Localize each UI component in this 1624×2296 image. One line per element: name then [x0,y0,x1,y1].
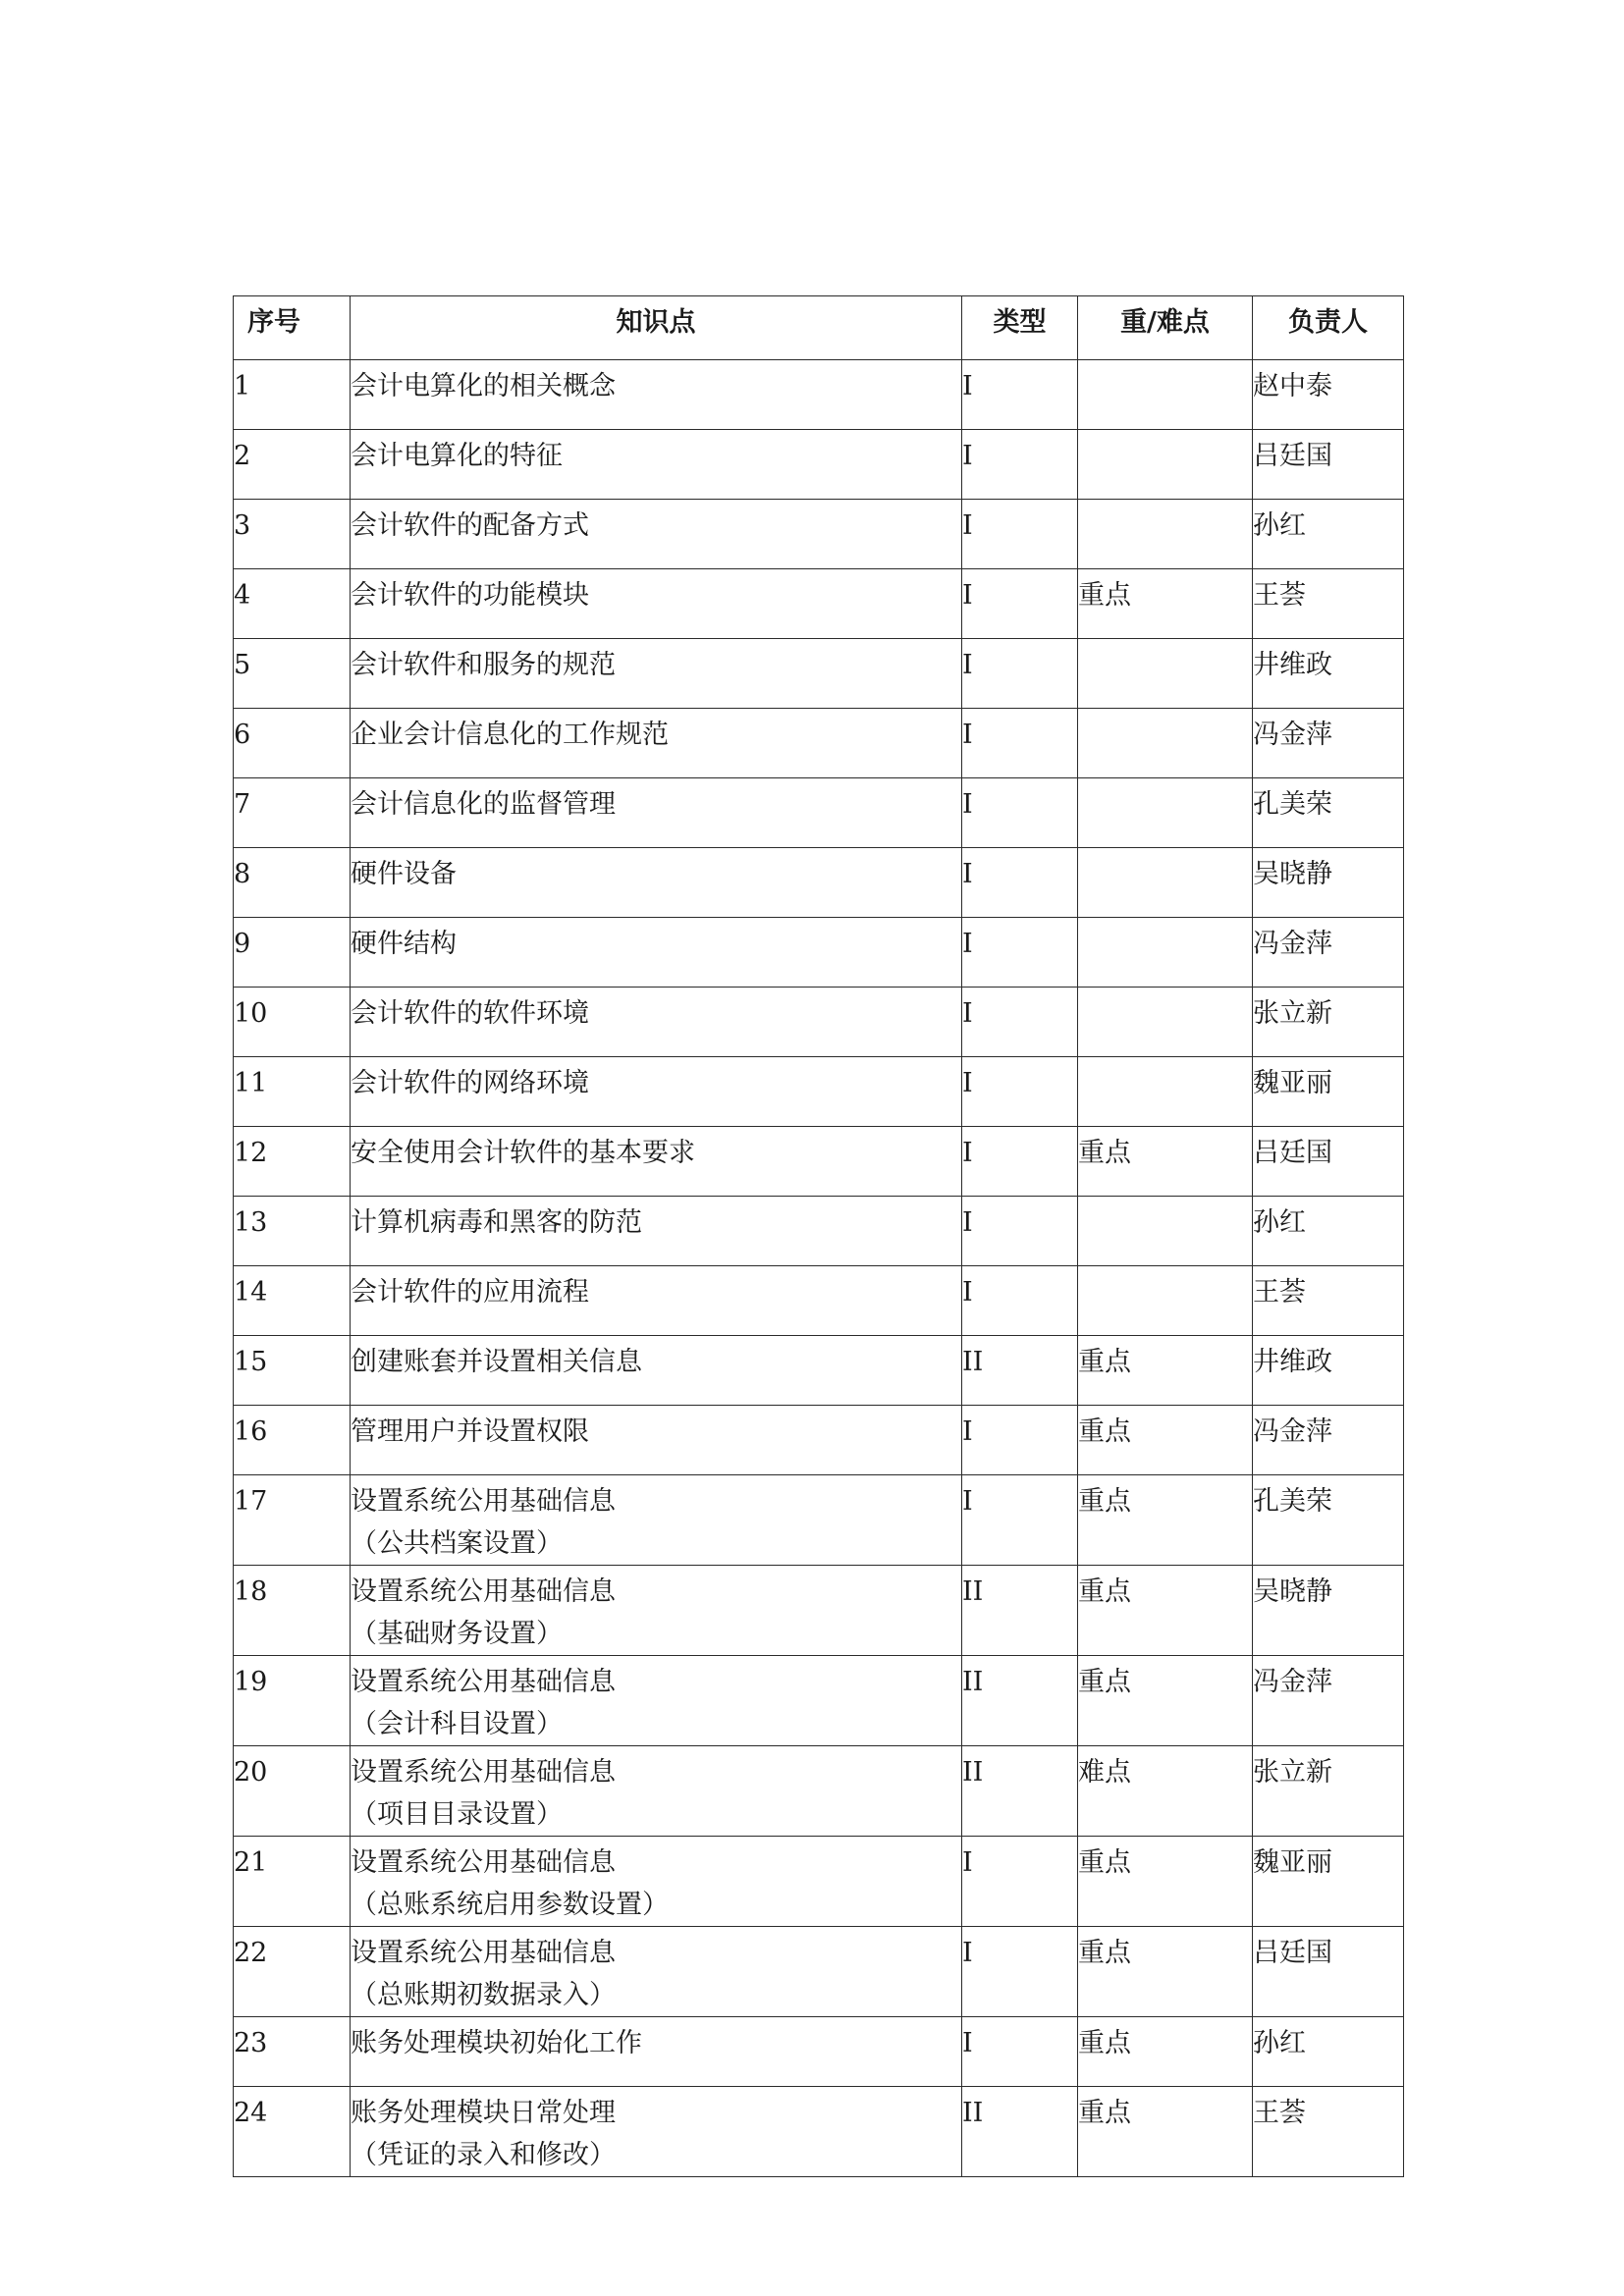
cell-key [1078,1057,1253,1127]
knowledge-line: 计算机病毒和黑客的防范 [351,1207,642,1238]
cell-type: II [962,1746,1078,1837]
cell-type: I [962,360,1078,430]
table-row [234,500,1404,569]
cell-knowledge [351,639,962,709]
table-row [234,709,1404,778]
cell-key [1078,709,1253,778]
knowledge-line: 安全使用会计软件的基本要求 [351,1138,695,1168]
table-row [234,988,1404,1057]
cell-knowledge [351,1197,962,1266]
cell-key [1078,918,1253,988]
cell-key: 重点 [1078,1475,1253,1566]
cell-key: 重点 [1078,1406,1253,1475]
cell-type: I [962,1837,1078,1927]
knowledge-point-table [233,295,1404,2177]
header-key: 重/难点 [1078,296,1253,360]
cell-knowledge [351,1406,962,1475]
cell-type: I [962,1266,1078,1336]
table-row [234,2087,1404,2177]
cell-type: I [962,500,1078,569]
cell-type: II [962,1566,1078,1656]
cell-seq: 22 [234,1927,351,2017]
cell-knowledge [351,1057,962,1127]
knowledge-line: （项目目录设置） [351,1799,563,1830]
cell-seq: 6 [234,709,351,778]
knowledge-line: 账务处理模块日常处理 [351,2098,616,2128]
table-row [234,1656,1404,1746]
knowledge-line: （基础财务设置） [351,1619,563,1649]
cell-seq: 24 [234,2087,351,2177]
knowledge-line: 设置系统公用基础信息 [351,1576,616,1607]
cell-seq: 1 [234,360,351,430]
cell-type: I [962,639,1078,709]
table-row [234,1197,1404,1266]
header-seq: 序号 [234,296,351,360]
table-row [234,430,1404,500]
cell-seq: 2 [234,430,351,500]
cell-type: I [962,430,1078,500]
cell-knowledge [351,778,962,848]
cell-type: I [962,1475,1078,1566]
knowledge-line: 会计软件的应用流程 [351,1277,589,1308]
cell-type: I [962,918,1078,988]
table-row [234,1057,1404,1127]
table-row [234,1336,1404,1406]
cell-owner: 孙红 [1253,2017,1404,2087]
cell-seq: 21 [234,1837,351,1927]
cell-owner: 井维政 [1253,1336,1404,1406]
cell-owner: 冯金萍 [1253,1406,1404,1475]
knowledge-line: 会计软件的功能模块 [351,580,589,611]
cell-owner: 吕廷国 [1253,430,1404,500]
cell-type: I [962,848,1078,918]
cell-type: II [962,1336,1078,1406]
cell-key: 重点 [1078,1336,1253,1406]
cell-knowledge [351,918,962,988]
knowledge-line: 会计电算化的相关概念 [351,371,616,401]
cell-knowledge [351,360,962,430]
cell-seq: 12 [234,1127,351,1197]
table-row [234,1127,1404,1197]
cell-type: I [962,1406,1078,1475]
cell-owner: 王荟 [1253,569,1404,639]
cell-owner: 魏亚丽 [1253,1837,1404,1927]
table-row [234,1837,1404,1927]
cell-key: 重点 [1078,2087,1253,2177]
cell-type: II [962,1656,1078,1746]
cell-seq: 23 [234,2017,351,2087]
knowledge-line: 会计软件和服务的规范 [351,650,616,680]
cell-seq: 13 [234,1197,351,1266]
table-row [234,1566,1404,1656]
knowledge-line: 设置系统公用基础信息 [351,1757,616,1788]
cell-owner: 冯金萍 [1253,1656,1404,1746]
knowledge-line: 会计软件的软件环境 [351,998,589,1029]
cell-type: I [962,988,1078,1057]
cell-seq: 5 [234,639,351,709]
knowledge-line: 管理用户并设置权限 [351,1416,589,1447]
cell-seq: 9 [234,918,351,988]
cell-owner: 冯金萍 [1253,918,1404,988]
cell-owner: 张立新 [1253,1746,1404,1837]
cell-knowledge [351,430,962,500]
cell-knowledge [351,1656,962,1746]
table-row [234,2017,1404,2087]
cell-key [1078,1266,1253,1336]
cell-seq: 14 [234,1266,351,1336]
table-body [234,360,1404,2177]
table-row [234,1266,1404,1336]
cell-owner: 王荟 [1253,2087,1404,2177]
cell-key [1078,988,1253,1057]
cell-knowledge [351,2087,962,2177]
knowledge-line: 账务处理模块初始化工作 [351,2028,642,2058]
cell-key [1078,848,1253,918]
knowledge-line: 创建账套并设置相关信息 [351,1347,642,1377]
cell-owner: 孙红 [1253,500,1404,569]
knowledge-line: （会计科目设置） [351,1709,563,1739]
cell-knowledge [351,1566,962,1656]
table-row [234,778,1404,848]
cell-key: 重点 [1078,1927,1253,2017]
cell-knowledge [351,500,962,569]
knowledge-line: 设置系统公用基础信息 [351,1847,616,1878]
knowledge-line: （公共档案设置） [351,1528,563,1559]
cell-knowledge [351,1336,962,1406]
table-header-row [234,296,1404,360]
cell-key: 重点 [1078,1127,1253,1197]
cell-key: 重点 [1078,2017,1253,2087]
cell-key: 难点 [1078,1746,1253,1837]
cell-type: I [962,1927,1078,2017]
cell-seq: 20 [234,1746,351,1837]
cell-knowledge [351,1746,962,1837]
cell-seq: 8 [234,848,351,918]
table-row [234,1475,1404,1566]
knowledge-line: （总账期初数据录入） [351,1980,616,2010]
cell-owner: 吴晓静 [1253,848,1404,918]
knowledge-line: 会计信息化的监督管理 [351,789,616,820]
cell-type: I [962,1127,1078,1197]
cell-seq: 16 [234,1406,351,1475]
cell-seq: 10 [234,988,351,1057]
cell-owner: 冯金萍 [1253,709,1404,778]
cell-key [1078,778,1253,848]
header-owner: 负责人 [1253,296,1404,360]
cell-seq: 7 [234,778,351,848]
knowledge-line: 设置系统公用基础信息 [351,1667,616,1697]
cell-knowledge [351,848,962,918]
table-row [234,1406,1404,1475]
cell-key [1078,1197,1253,1266]
cell-knowledge [351,1266,962,1336]
cell-knowledge [351,1127,962,1197]
cell-knowledge [351,1837,962,1927]
cell-type: I [962,1057,1078,1127]
cell-type: I [962,569,1078,639]
cell-knowledge [351,2017,962,2087]
cell-owner: 王荟 [1253,1266,1404,1336]
knowledge-line: 企业会计信息化的工作规范 [351,720,669,750]
cell-key: 重点 [1078,1656,1253,1746]
table-row [234,360,1404,430]
cell-key: 重点 [1078,1837,1253,1927]
cell-owner: 孔美荣 [1253,778,1404,848]
table-row [234,569,1404,639]
knowledge-line: 会计软件的网络环境 [351,1068,589,1098]
knowledge-line: （凭证的录入和修改） [351,2140,616,2170]
cell-owner: 张立新 [1253,988,1404,1057]
cell-seq: 15 [234,1336,351,1406]
cell-type: II [962,2087,1078,2177]
cell-type: I [962,709,1078,778]
cell-seq: 19 [234,1656,351,1746]
table-row [234,918,1404,988]
knowledge-line: 硬件结构 [351,929,457,959]
cell-owner: 孔美荣 [1253,1475,1404,1566]
cell-knowledge [351,988,962,1057]
cell-type: I [962,778,1078,848]
header-type: 类型 [962,296,1078,360]
cell-knowledge [351,1475,962,1566]
cell-owner: 赵中泰 [1253,360,1404,430]
table-row [234,848,1404,918]
cell-key [1078,360,1253,430]
header-knowledge: 知识点 [351,296,962,360]
cell-owner: 吕廷国 [1253,1927,1404,2017]
table-row [234,639,1404,709]
cell-type: I [962,2017,1078,2087]
table-row [234,1927,1404,2017]
cell-key [1078,500,1253,569]
cell-seq: 4 [234,569,351,639]
cell-seq: 11 [234,1057,351,1127]
cell-owner: 吕廷国 [1253,1127,1404,1197]
cell-type: I [962,1197,1078,1266]
cell-key [1078,430,1253,500]
knowledge-line: 会计电算化的特征 [351,441,563,471]
knowledge-line: 设置系统公用基础信息 [351,1486,616,1517]
cell-knowledge [351,569,962,639]
cell-owner: 吴晓静 [1253,1566,1404,1656]
cell-owner: 井维政 [1253,639,1404,709]
cell-key: 重点 [1078,569,1253,639]
cell-seq: 3 [234,500,351,569]
knowledge-line: 会计软件的配备方式 [351,510,589,541]
cell-seq: 18 [234,1566,351,1656]
table-row [234,1746,1404,1837]
knowledge-line: （总账系统启用参数设置） [351,1890,669,1920]
cell-knowledge [351,1927,962,2017]
cell-seq: 17 [234,1475,351,1566]
knowledge-line: 设置系统公用基础信息 [351,1938,616,1968]
cell-knowledge [351,709,962,778]
knowledge-line: 硬件设备 [351,859,457,889]
cell-key: 重点 [1078,1566,1253,1656]
cell-owner: 魏亚丽 [1253,1057,1404,1127]
cell-key [1078,639,1253,709]
cell-owner: 孙红 [1253,1197,1404,1266]
